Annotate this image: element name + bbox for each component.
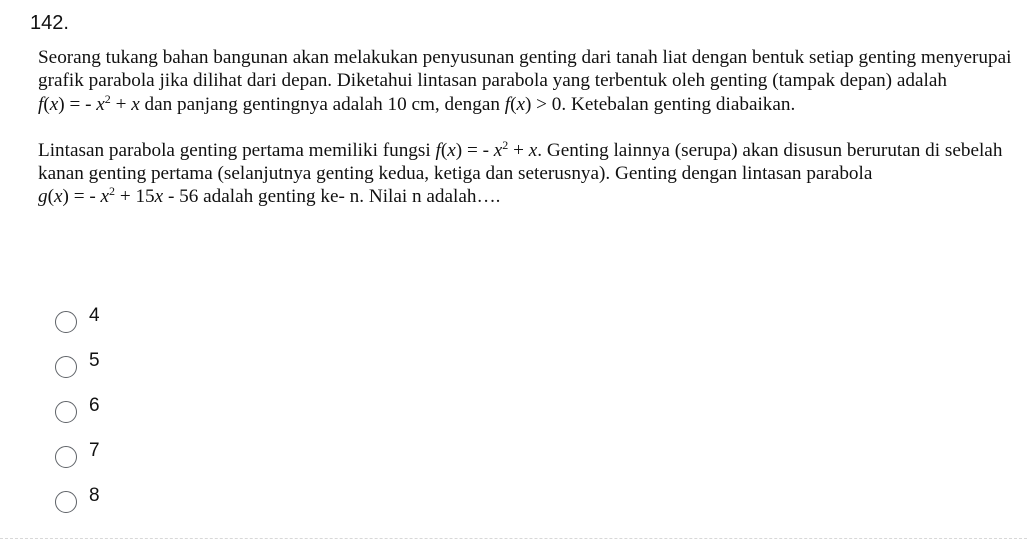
- question-paragraph-2: [38, 139, 1023, 209]
- option-label: 6: [89, 394, 100, 416]
- question-number: 142.: [30, 12, 69, 34]
- option-label: 5: [89, 349, 100, 371]
- math-f: f: [435, 139, 441, 161]
- math-x: x: [447, 139, 456, 161]
- math-x-linear: x: [154, 186, 164, 208]
- math-paren: (: [47, 186, 54, 208]
- bottom-divider: [0, 538, 1027, 539]
- math-plus-15: + 15: [115, 186, 155, 208]
- question-text: [38, 46, 1023, 209]
- math-greater-than-zero: ) > 0: [525, 93, 562, 115]
- math-paren: (: [43, 93, 50, 115]
- para2-text-a: Lintasan parabola genting pertama memiliki fungsi: [38, 139, 436, 161]
- option-label: 7: [89, 439, 100, 461]
- option-8[interactable]: [55, 476, 100, 521]
- para2-text-c: adalah genting ke- n. Nilai n adalah….: [198, 186, 501, 208]
- radio-button[interactable]: [55, 446, 77, 468]
- math-x-squared: x: [96, 93, 105, 115]
- option-7[interactable]: [55, 431, 100, 476]
- math-x-squared: x: [100, 186, 110, 208]
- option-label: 4: [89, 304, 100, 326]
- option-5[interactable]: [55, 341, 100, 386]
- math-x: x: [53, 186, 63, 208]
- math-equals: ) = -: [62, 186, 101, 208]
- math-x-linear: x: [131, 93, 140, 115]
- radio-button[interactable]: [55, 311, 77, 333]
- math-f: f: [38, 93, 44, 115]
- para2-text-b: . Genting lainnya (serupa) akan disusun berurutan di sebelah kanan genting pertama (selanjutnya genting kedua, ketiga dan seterusnya). Genting dengan lintasan parabola: [38, 139, 1003, 185]
- first-genting-function: [435, 137, 538, 161]
- math-plus: +: [110, 93, 132, 115]
- math-paren: (: [440, 139, 448, 161]
- radio-button[interactable]: [55, 356, 77, 378]
- math-f: f: [504, 93, 511, 115]
- option-label: 8: [89, 484, 100, 506]
- para1-text-a: Seorang tukang bahan bangunan akan melakukan penyusunan genting dari tanah liat dengan bentuk setiap genting menyerupai grafik parabola jika dilihat dari depan. Diketahui lintasan parabola yang terbentuk oleh genting (tampak depan) adalah: [38, 47, 1012, 92]
- function-f-expression: [38, 91, 140, 115]
- option-6[interactable]: [55, 386, 100, 431]
- para1-text-b: dan panjang gentingnya adalah 10 cm, dengan: [139, 93, 505, 115]
- math-equals: ) = -: [58, 93, 97, 115]
- math-exponent: 2: [109, 184, 116, 199]
- math-exponent: 2: [104, 91, 111, 106]
- math-plus: +: [508, 139, 529, 161]
- math-equals: ) = -: [455, 139, 494, 161]
- question-paragraph-1: [38, 46, 1023, 116]
- radio-button[interactable]: [55, 401, 77, 423]
- g-function-expression: [38, 186, 198, 207]
- math-x: x: [49, 93, 59, 115]
- option-4[interactable]: [55, 296, 100, 341]
- condition-expression: [505, 94, 562, 115]
- math-x-squared: x: [493, 139, 503, 161]
- math-minus-56: - 56: [163, 186, 199, 208]
- radio-button[interactable]: [55, 491, 77, 513]
- math-x-linear: x: [528, 139, 538, 161]
- math-exponent: 2: [502, 137, 509, 152]
- answer-options: [55, 296, 100, 521]
- math-g: g: [38, 186, 48, 208]
- math-paren: (: [510, 93, 517, 115]
- para1-text-c: . Ketebalan genting diabaikan.: [561, 93, 796, 115]
- math-x: x: [516, 93, 525, 115]
